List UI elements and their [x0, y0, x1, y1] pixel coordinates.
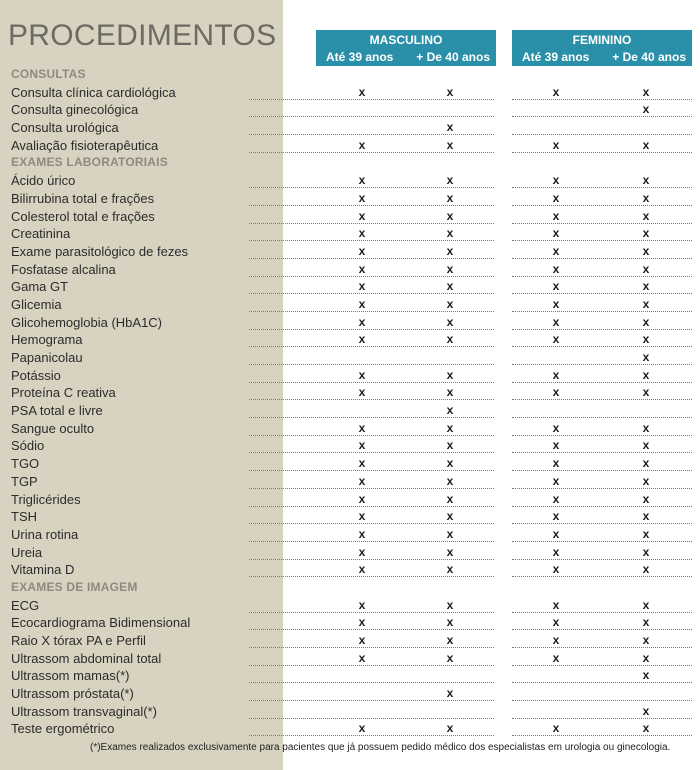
table-row	[0, 472, 700, 490]
table-row	[0, 454, 700, 472]
mark-masculino_ate_39: x	[358, 473, 366, 488]
procedure-name: Sangue oculto	[11, 420, 95, 436]
table-row	[0, 383, 700, 401]
procedure-name: Avaliação fisioterapêutica	[11, 137, 159, 153]
table-row	[0, 242, 700, 260]
mark-masculino_40_mais: x	[446, 456, 454, 471]
mark-feminino_ate_39: x	[552, 491, 560, 506]
mark-masculino_ate_39: x	[358, 137, 366, 152]
mark-masculino_40_mais: x	[446, 491, 454, 506]
mark-masculino_40_mais: x	[446, 597, 454, 612]
procedure-name: Consulta clínica cardiológica	[11, 84, 176, 100]
mark-feminino_ate_39: x	[552, 137, 560, 152]
page-title: PROCEDIMENTOS	[8, 19, 277, 52]
procedure-name: Fosfatase alcalina	[11, 261, 116, 277]
procedure-name: Consulta urológica	[11, 120, 119, 136]
table-row	[0, 596, 700, 614]
table-row	[0, 171, 700, 189]
mark-feminino_40_mais: x	[642, 279, 650, 294]
procedure-name: Ecocardiograma Bidimensional	[11, 615, 191, 631]
procedure-name: TGP	[11, 473, 38, 489]
procedure-name: Potássio	[11, 367, 61, 383]
mark-feminino_ate_39: x	[552, 456, 560, 471]
mark-masculino_ate_39: x	[358, 261, 366, 276]
table-row	[0, 436, 700, 454]
mark-feminino_ate_39: x	[552, 420, 560, 435]
mark-masculino_ate_39: x	[358, 226, 366, 241]
mark-feminino_ate_39: x	[552, 190, 560, 205]
procedure-name: Teste ergométrico	[11, 721, 115, 737]
procedure-name: Glicohemoglobia (HbA1C)	[11, 314, 163, 330]
dotted-leader-masculino	[249, 735, 494, 736]
section-label: EXAMES DE IMAGEM	[11, 579, 138, 594]
mark-masculino_ate_39: x	[358, 721, 366, 736]
mark-masculino_40_mais: x	[446, 137, 454, 152]
table-row	[0, 366, 700, 384]
table-row	[0, 136, 700, 154]
procedure-name: Colesterol total e frações	[11, 208, 155, 224]
section-row	[0, 578, 700, 596]
mark-masculino_ate_39: x	[358, 279, 366, 294]
procedure-name: Proteína C reativa	[11, 385, 116, 401]
mark-feminino_40_mais: x	[642, 473, 650, 488]
mark-feminino_40_mais: x	[642, 668, 650, 683]
mark-masculino_ate_39: x	[358, 438, 366, 453]
mark-feminino_ate_39: x	[552, 473, 560, 488]
mark-feminino_40_mais: x	[642, 208, 650, 223]
mark-feminino_ate_39: x	[552, 633, 560, 647]
header-masculino-label: MASCULINO	[369, 33, 443, 47]
table-row	[0, 613, 700, 631]
mark-masculino_ate_39: x	[358, 367, 366, 382]
section-label: CONSULTAS	[11, 67, 86, 81]
mark-feminino_40_mais: x	[642, 385, 650, 400]
mark-masculino_40_mais: x	[446, 226, 454, 241]
mark-feminino_40_mais: x	[642, 721, 650, 736]
procedure-name: Exame parasitológico de fezes	[11, 243, 189, 259]
mark-masculino_40_mais: x	[446, 314, 454, 329]
mark-masculino_40_mais: x	[446, 84, 454, 99]
mark-feminino_40_mais: x	[642, 633, 650, 647]
mark-feminino_ate_39: x	[552, 438, 560, 453]
mark-feminino_ate_39: x	[552, 509, 560, 524]
mark-feminino_40_mais: x	[642, 190, 650, 205]
mark-feminino_40_mais: x	[642, 314, 650, 329]
mark-masculino_ate_39: x	[358, 420, 366, 435]
mark-masculino_40_mais: x	[446, 650, 454, 665]
table-row	[0, 719, 700, 737]
mark-masculino_ate_39: x	[358, 615, 366, 630]
mark-feminino_40_mais: x	[642, 491, 650, 506]
procedure-name: TSH	[11, 509, 37, 525]
table-row	[0, 313, 700, 331]
mark-feminino_ate_39: x	[552, 261, 560, 276]
procedure-name: Creatinina	[11, 226, 71, 242]
procedure-name: Ureia	[11, 544, 43, 560]
mark-masculino_ate_39: x	[358, 544, 366, 559]
mark-masculino_ate_39: x	[358, 173, 366, 188]
mark-feminino_40_mais: x	[642, 350, 650, 364]
mark-feminino_40_mais: x	[642, 544, 650, 559]
mark-feminino_40_mais: x	[642, 526, 650, 541]
mark-feminino_ate_39: x	[552, 314, 560, 329]
mark-feminino_ate_39: x	[552, 615, 560, 630]
mark-masculino_ate_39: x	[358, 84, 366, 99]
mark-feminino_40_mais: x	[642, 509, 650, 524]
mark-masculino_ate_39: x	[358, 314, 366, 329]
table-row	[0, 631, 700, 649]
section-row	[0, 153, 700, 171]
mark-feminino_ate_39: x	[552, 208, 560, 223]
mark-masculino_ate_39: x	[358, 243, 366, 258]
table-row	[0, 348, 700, 366]
mark-feminino_40_mais: x	[642, 615, 650, 630]
procedure-name: PSA total e livre	[11, 403, 103, 419]
mark-masculino_40_mais: x	[446, 509, 454, 524]
section-label: EXAMES LABORATORIAIS	[11, 155, 168, 170]
mark-feminino_ate_39: x	[552, 84, 560, 99]
mark-masculino_40_mais: x	[446, 208, 454, 223]
mark-masculino_40_mais: x	[446, 279, 454, 294]
section-row	[0, 65, 700, 83]
mark-masculino_40_mais: x	[446, 420, 454, 435]
mark-feminino_ate_39: x	[552, 332, 560, 347]
mark-feminino_40_mais: x	[642, 137, 650, 152]
mark-masculino_ate_39: x	[358, 332, 366, 347]
mark-feminino_ate_39: x	[552, 296, 560, 311]
header-masculino	[316, 30, 496, 66]
procedure-name: Sódio	[11, 438, 45, 454]
table-row	[0, 189, 700, 207]
mark-masculino_ate_39: x	[358, 208, 366, 223]
mark-masculino_40_mais: x	[446, 243, 454, 258]
table-row	[0, 702, 700, 720]
mark-feminino_ate_39: x	[552, 650, 560, 665]
mark-feminino_ate_39: x	[552, 385, 560, 400]
mark-feminino_40_mais: x	[642, 597, 650, 612]
mark-feminino_40_mais: x	[642, 84, 650, 99]
mark-masculino_ate_39: x	[358, 597, 366, 612]
header-feminino-col1: Até 39 anos	[522, 50, 590, 64]
mark-masculino_40_mais: x	[446, 526, 454, 541]
mark-feminino_40_mais: x	[642, 703, 650, 718]
mark-masculino_ate_39: x	[358, 562, 366, 577]
mark-feminino_40_mais: x	[642, 562, 650, 577]
procedure-name: ECG	[11, 597, 40, 613]
procedure-name: Papanicolau	[11, 350, 83, 365]
table-row	[0, 649, 700, 667]
mark-feminino_40_mais: x	[642, 243, 650, 258]
procedure-name: Ultrassom transvaginal(*)	[11, 703, 157, 719]
procedure-name: Hemograma	[11, 332, 83, 348]
table-row	[0, 560, 700, 578]
mark-masculino_40_mais: x	[446, 686, 454, 701]
mark-feminino_40_mais: x	[642, 332, 650, 347]
table-row	[0, 260, 700, 278]
mark-feminino_40_mais: x	[642, 226, 650, 241]
mark-masculino_40_mais: x	[446, 562, 454, 577]
mark-masculino_ate_39: x	[358, 491, 366, 506]
table-row	[0, 666, 700, 684]
table-row	[0, 684, 700, 702]
table-row	[0, 330, 700, 348]
mark-feminino_ate_39: x	[552, 562, 560, 577]
table-row	[0, 118, 700, 136]
mark-feminino_ate_39: x	[552, 597, 560, 612]
procedure-name: Bilirrubina total e frações	[11, 190, 155, 206]
table-row	[0, 525, 700, 543]
mark-feminino_40_mais: x	[642, 173, 650, 188]
table-row	[0, 277, 700, 295]
mark-masculino_40_mais: x	[446, 120, 454, 135]
table-row	[0, 83, 700, 101]
mark-feminino_40_mais: x	[642, 296, 650, 311]
table-row	[0, 295, 700, 313]
mark-feminino_40_mais: x	[642, 456, 650, 471]
table-row	[0, 543, 700, 561]
mark-masculino_ate_39: x	[358, 385, 366, 400]
mark-feminino_40_mais: x	[642, 650, 650, 665]
mark-masculino_ate_39: x	[358, 456, 366, 471]
mark-feminino_ate_39: x	[552, 226, 560, 241]
mark-feminino_ate_39: x	[552, 243, 560, 258]
procedure-name: Consulta ginecológica	[11, 102, 139, 118]
mark-masculino_ate_39: x	[358, 526, 366, 541]
mark-masculino_40_mais: x	[446, 721, 454, 736]
table-row	[0, 207, 700, 225]
footnote: (*)Exames realizados exclusivamente para pacientes que já possuem pedido médico dos especialistas em urologia ou ginecologia.	[90, 742, 671, 753]
mark-feminino_40_mais: x	[642, 420, 650, 435]
table-row	[0, 401, 700, 419]
mark-masculino_40_mais: x	[446, 261, 454, 276]
table-row	[0, 490, 700, 508]
procedure-name: Ácido úrico	[11, 173, 76, 189]
mark-masculino_40_mais: x	[446, 190, 454, 205]
mark-masculino_40_mais: x	[446, 403, 454, 418]
procedure-name: Gama GT	[11, 279, 69, 295]
mark-feminino_40_mais: x	[642, 261, 650, 276]
mark-masculino_40_mais: x	[446, 173, 454, 188]
mark-feminino_ate_39: x	[552, 279, 560, 294]
procedure-name: Ultrassom próstata(*)	[11, 686, 134, 702]
mark-feminino_ate_39: x	[552, 173, 560, 188]
header-feminino-label: FEMININO	[572, 33, 632, 47]
mark-feminino_ate_39: x	[552, 367, 560, 382]
mark-masculino_ate_39: x	[358, 650, 366, 665]
mark-masculino_40_mais: x	[446, 633, 454, 647]
procedure-name: Glicemia	[11, 296, 62, 312]
procedure-name: Ultrassom mamas(*)	[11, 668, 130, 684]
procedure-name: Raio X tórax PA e Perfil	[11, 633, 146, 648]
procedure-name: Urina rotina	[11, 526, 79, 542]
procedure-name: Triglicérides	[11, 491, 81, 507]
mark-masculino_40_mais: x	[446, 332, 454, 347]
mark-masculino_40_mais: x	[446, 473, 454, 488]
table-row	[0, 507, 700, 525]
mark-feminino_ate_39: x	[552, 544, 560, 559]
procedure-name: TGO	[11, 456, 40, 472]
header-masculino-col2: + De 40 anos	[416, 50, 490, 64]
procedures-table	[0, 65, 700, 737]
header-feminino-col2: + De 40 anos	[612, 50, 686, 64]
procedure-name: Vitamina D	[11, 562, 75, 578]
dotted-leader-feminino	[512, 735, 692, 736]
mark-feminino_40_mais: x	[642, 367, 650, 382]
mark-masculino_40_mais: x	[446, 367, 454, 382]
table-row	[0, 419, 700, 437]
header-feminino	[512, 30, 692, 66]
mark-masculino_ate_39: x	[358, 633, 366, 647]
mark-masculino_ate_39: x	[358, 296, 366, 311]
procedure-name: Ultrassom abdominal total	[11, 650, 162, 666]
mark-feminino_40_mais: x	[642, 102, 650, 117]
header-masculino-col1: Até 39 anos	[326, 50, 394, 64]
mark-masculino_ate_39: x	[358, 509, 366, 524]
mark-masculino_40_mais: x	[446, 615, 454, 630]
mark-masculino_40_mais: x	[446, 296, 454, 311]
mark-masculino_40_mais: x	[446, 385, 454, 400]
mark-masculino_ate_39: x	[358, 190, 366, 205]
mark-feminino_ate_39: x	[552, 721, 560, 736]
table-row	[0, 224, 700, 242]
table-row	[0, 100, 700, 118]
mark-feminino_40_mais: x	[642, 438, 650, 453]
mark-masculino_40_mais: x	[446, 544, 454, 559]
mark-masculino_40_mais: x	[446, 438, 454, 453]
mark-feminino_ate_39: x	[552, 526, 560, 541]
